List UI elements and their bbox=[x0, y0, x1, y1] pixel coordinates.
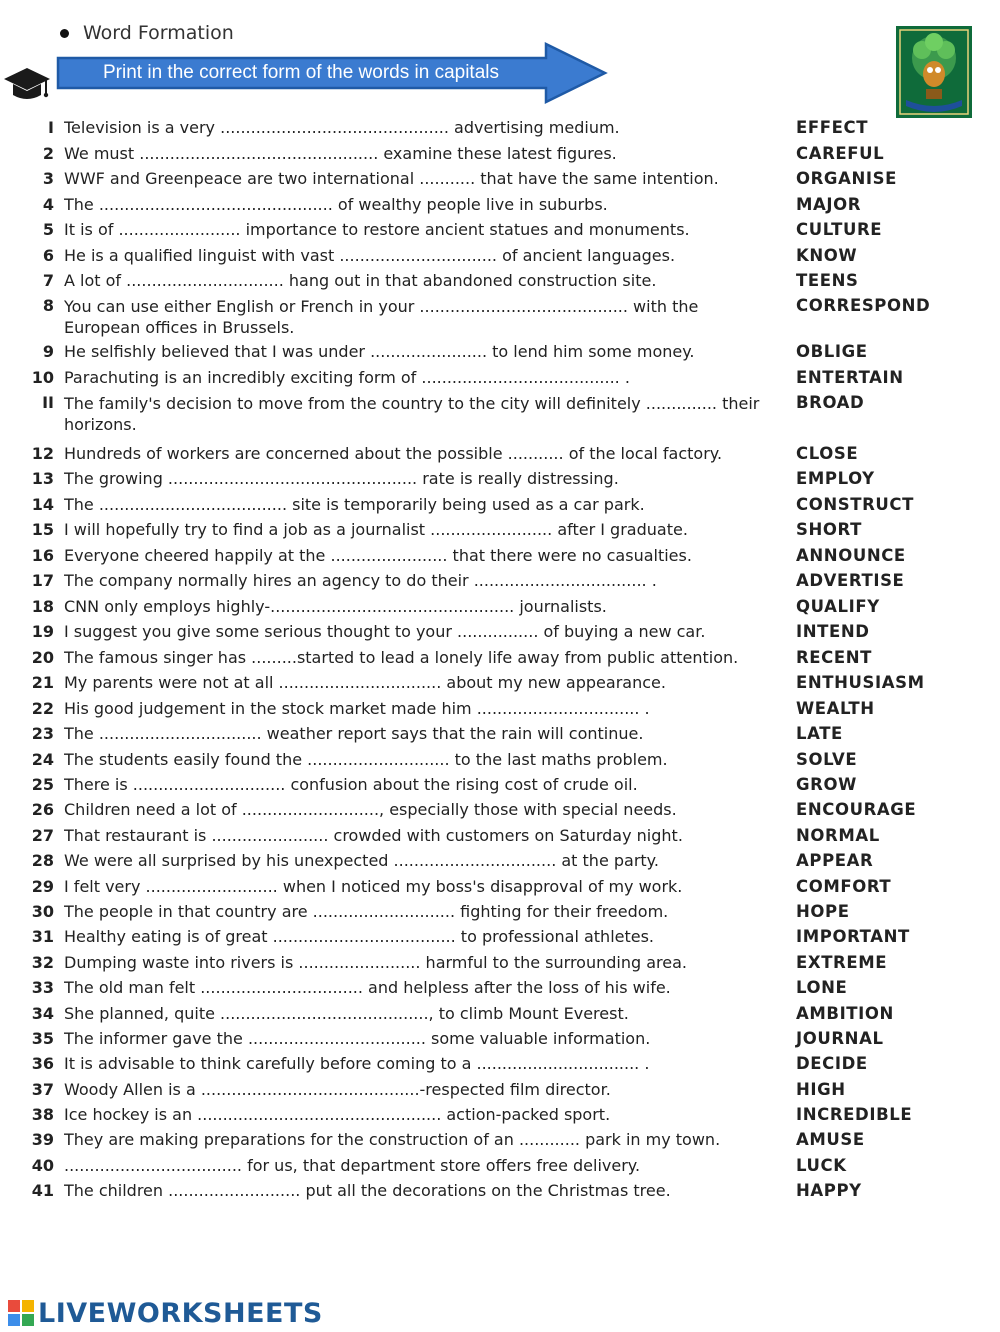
item-sentence: CNN only employs highly-................................................ journalists. bbox=[64, 597, 607, 616]
item-number: 4 bbox=[42, 195, 54, 214]
root-word: ENTHUSIASM bbox=[796, 673, 925, 692]
item-number: 19 bbox=[31, 622, 54, 641]
exercise-row bbox=[0, 620, 1000, 644]
item-number: 7 bbox=[42, 271, 54, 290]
root-word: WEALTH bbox=[796, 699, 875, 718]
liveworksheets-logo-icon bbox=[8, 1300, 34, 1326]
exercise-row bbox=[0, 951, 1000, 975]
item-number: 30 bbox=[31, 902, 54, 921]
item-number: 38 bbox=[31, 1105, 54, 1124]
exercise-row bbox=[0, 1027, 1000, 1051]
item-sentence: Woody Allen is a ...........................................-respected film director. bbox=[64, 1080, 611, 1099]
item-number: 29 bbox=[31, 877, 54, 896]
item-sentence: His good judgement in the stock market made him ................................ . bbox=[64, 699, 650, 718]
item-sentence: He selfishly believed that I was under ....................... to lend him some money. bbox=[64, 342, 695, 361]
exercise-row bbox=[0, 269, 1000, 293]
item-sentence: It is of ........................ importance to restore ancient statues and monuments. bbox=[64, 220, 690, 239]
item-number: 12 bbox=[31, 444, 54, 463]
item-sentence: The old man felt ................................ and helpless after the loss of his wife. bbox=[64, 978, 671, 997]
item-number: 17 bbox=[31, 571, 54, 590]
exercise-row bbox=[0, 671, 1000, 695]
item-sentence: A lot of ............................... hang out in that abandoned construction site. bbox=[64, 271, 657, 290]
exercise-row bbox=[0, 773, 1000, 797]
exercise-row bbox=[0, 569, 1000, 593]
exercise-row bbox=[0, 340, 1000, 364]
item-sentence: They are making preparations for the construction of an ............ park in my town. bbox=[64, 1130, 721, 1149]
exercise-row bbox=[0, 167, 1000, 191]
root-word: NORMAL bbox=[796, 826, 880, 845]
heading-text: Word Formation bbox=[83, 22, 234, 44]
item-number: 13 bbox=[31, 469, 54, 488]
item-number: 22 bbox=[31, 699, 54, 718]
item-number: 3 bbox=[42, 169, 54, 188]
footer-brand: LIVEWORKSHEETS bbox=[38, 1297, 323, 1329]
item-number: 40 bbox=[31, 1156, 54, 1175]
item-sentence: I felt very .......................... when I noticed my boss's disapproval of my work. bbox=[64, 877, 683, 896]
item-number: 33 bbox=[31, 978, 54, 997]
exercise-row bbox=[0, 748, 1000, 772]
item-sentence: The family's decision to move from the country to the city will definitely .............. their horizons. bbox=[64, 394, 760, 434]
root-word: CAREFUL bbox=[796, 144, 885, 163]
root-word: LATE bbox=[796, 724, 843, 743]
footer bbox=[8, 1296, 323, 1330]
item-number: 6 bbox=[42, 246, 54, 265]
item-number: 28 bbox=[31, 851, 54, 870]
root-word: EXTREME bbox=[796, 953, 888, 972]
item-number: 5 bbox=[42, 220, 54, 239]
exercise-row bbox=[0, 366, 1000, 390]
exercise-row bbox=[0, 193, 1000, 217]
root-word: ADVERTISE bbox=[796, 571, 905, 590]
exercise-row bbox=[0, 824, 1000, 848]
item-number: 9 bbox=[42, 342, 54, 361]
item-sentence: The growing ................................................. rate is really distressing. bbox=[64, 469, 619, 488]
item-number: II bbox=[42, 393, 54, 412]
item-number: 39 bbox=[31, 1130, 54, 1149]
item-number: 15 bbox=[31, 520, 54, 539]
item-sentence: My parents were not at all ................................ about my new appearance. bbox=[64, 673, 666, 692]
root-word: ORGANISE bbox=[796, 169, 897, 188]
root-word: SOLVE bbox=[796, 750, 858, 769]
root-word: GROW bbox=[796, 775, 857, 794]
item-sentence: The ..................................... site is temporarily being used as a car park. bbox=[64, 495, 645, 514]
item-sentence: WWF and Greenpeace are two international ........... that have the same intention. bbox=[64, 169, 719, 188]
root-word: CONSTRUCT bbox=[796, 495, 914, 514]
root-word: KNOW bbox=[796, 246, 858, 265]
item-sentence: The ................................ weather report says that the rain will continue. bbox=[64, 724, 644, 743]
item-sentence: The students easily found the ............................ to the last maths problem. bbox=[64, 750, 668, 769]
item-sentence: I suggest you give some serious thought to your ................ of buying a new car. bbox=[64, 622, 706, 641]
item-number: 14 bbox=[31, 495, 54, 514]
item-sentence: We were all surprised by his unexpected ................................ at the party. bbox=[64, 851, 659, 870]
item-sentence: Ice hockey is an ................................................ action-packed sport. bbox=[64, 1105, 611, 1124]
root-word: TEENS bbox=[796, 271, 859, 290]
exercise-row bbox=[0, 391, 1000, 435]
item-number: 8 bbox=[42, 296, 54, 315]
item-sentence: The .............................................. of wealthy people live in suburbs. bbox=[64, 195, 608, 214]
item-number: 18 bbox=[31, 597, 54, 616]
exercise-row bbox=[0, 544, 1000, 568]
root-word: CULTURE bbox=[796, 220, 883, 239]
exercise-row bbox=[0, 1078, 1000, 1102]
root-word: EFFECT bbox=[796, 118, 869, 137]
exercise-row bbox=[0, 798, 1000, 822]
item-sentence: That restaurant is ....................... crowded with customers on Saturday night. bbox=[64, 826, 683, 845]
item-sentence: Parachuting is an incredibly exciting form of ....................................... . bbox=[64, 368, 630, 387]
root-word: INTEND bbox=[796, 622, 870, 641]
root-word: BROAD bbox=[796, 393, 865, 412]
item-sentence: The children .......................... put all the decorations on the Christmas tree. bbox=[64, 1181, 671, 1200]
item-number: 16 bbox=[31, 546, 54, 565]
item-sentence: Everyone cheered happily at the ....................... that there were no casualties. bbox=[64, 546, 692, 565]
exercise-row bbox=[0, 925, 1000, 949]
item-number: 41 bbox=[31, 1181, 54, 1200]
item-number: 32 bbox=[31, 953, 54, 972]
item-number: I bbox=[48, 118, 54, 137]
exercise-row bbox=[0, 595, 1000, 619]
root-word: ENTERTAIN bbox=[796, 368, 904, 387]
item-sentence: Children need a lot of ..........................., especially those with special needs. bbox=[64, 800, 677, 819]
item-number: 2 bbox=[42, 144, 54, 163]
root-word: LONE bbox=[796, 978, 848, 997]
item-sentence: There is .............................. confusion about the rising cost of crude oil. bbox=[64, 775, 638, 794]
exercise-row bbox=[0, 294, 1000, 338]
exercise-row bbox=[0, 493, 1000, 517]
exercise-row bbox=[0, 116, 1000, 140]
item-number: 27 bbox=[31, 826, 54, 845]
exercise-row bbox=[0, 218, 1000, 242]
exercise-row bbox=[0, 900, 1000, 924]
root-word: HAPPY bbox=[796, 1181, 862, 1200]
root-word: SHORT bbox=[796, 520, 862, 539]
exercise-row bbox=[0, 697, 1000, 721]
exercise-row bbox=[0, 1179, 1000, 1203]
item-sentence: We must ............................................... examine these latest figures. bbox=[64, 144, 617, 163]
root-word: LUCK bbox=[796, 1156, 847, 1175]
root-word: INCREDIBLE bbox=[796, 1105, 913, 1124]
exercise-row bbox=[0, 518, 1000, 542]
root-word: CLOSE bbox=[796, 444, 859, 463]
exercise-row bbox=[0, 722, 1000, 746]
exercise-row bbox=[0, 244, 1000, 268]
root-word: ANNOUNCE bbox=[796, 546, 906, 565]
root-word: CORRESPOND bbox=[796, 296, 931, 315]
root-word: IMPORTANT bbox=[796, 927, 910, 946]
exercise-row bbox=[0, 1002, 1000, 1026]
item-sentence: You can use either English or French in your ......................................... with the European offices in Brussels. bbox=[64, 297, 699, 337]
root-word: HOPE bbox=[796, 902, 850, 921]
item-sentence: It is advisable to think carefully before coming to a ................................ . bbox=[64, 1054, 650, 1073]
instruction-text: Print in the correct form of the words in capitals bbox=[103, 62, 499, 83]
exercise-row bbox=[0, 442, 1000, 466]
exercise-row bbox=[0, 467, 1000, 491]
item-number: 24 bbox=[31, 750, 54, 769]
item-number: 21 bbox=[31, 673, 54, 692]
item-number: 36 bbox=[31, 1054, 54, 1073]
root-word: AMUSE bbox=[796, 1130, 865, 1149]
root-word: APPEAR bbox=[796, 851, 874, 870]
item-number: 20 bbox=[31, 648, 54, 667]
exercise-row bbox=[0, 1052, 1000, 1076]
root-word: EMPLOY bbox=[796, 469, 875, 488]
exercise-row bbox=[0, 976, 1000, 1000]
item-sentence: The famous singer has .........started to lead a lonely life away from public attention. bbox=[64, 648, 739, 667]
root-word: ENCOURAGE bbox=[796, 800, 917, 819]
root-word: DECIDE bbox=[796, 1054, 868, 1073]
item-sentence: She planned, quite ........................................., to climb Mount Everest. bbox=[64, 1004, 629, 1023]
exercise-row bbox=[0, 1128, 1000, 1152]
root-word: QUALIFY bbox=[796, 597, 880, 616]
item-sentence: Television is a very ............................................. advertising medium. bbox=[64, 118, 620, 137]
item-sentence: I will hopefully try to find a job as a journalist ........................ after I graduate. bbox=[64, 520, 688, 539]
item-number: 34 bbox=[31, 1004, 54, 1023]
item-number: 31 bbox=[31, 927, 54, 946]
exercise-row bbox=[0, 646, 1000, 670]
exercise-row bbox=[0, 1103, 1000, 1127]
root-word: RECENT bbox=[796, 648, 873, 667]
root-word: AMBITION bbox=[796, 1004, 894, 1023]
item-sentence: The company normally hires an agency to do their .................................. . bbox=[64, 571, 657, 590]
item-sentence: Dumping waste into rivers is ........................ harmful to the surrounding area. bbox=[64, 953, 687, 972]
exercise-row bbox=[0, 142, 1000, 166]
exercise-row bbox=[0, 875, 1000, 899]
item-number: 10 bbox=[31, 368, 54, 387]
root-word: COMFORT bbox=[796, 877, 892, 896]
item-number: 26 bbox=[31, 800, 54, 819]
item-number: 37 bbox=[31, 1080, 54, 1099]
root-word: OBLIGE bbox=[796, 342, 868, 361]
item-number: 35 bbox=[31, 1029, 54, 1048]
exercise-row bbox=[0, 849, 1000, 873]
item-number: 25 bbox=[31, 775, 54, 794]
item-sentence: ................................... for us, that department store offers free delivery. bbox=[64, 1156, 641, 1175]
exercise-row bbox=[0, 1154, 1000, 1178]
item-sentence: He is a qualified linguist with vast ............................... of ancient languages. bbox=[64, 246, 676, 265]
item-sentence: Hundreds of workers are concerned about the possible ........... of the local factory. bbox=[64, 444, 723, 463]
item-number: 23 bbox=[31, 724, 54, 743]
root-word: HIGH bbox=[796, 1080, 846, 1099]
item-sentence: The informer gave the ................................... some valuable information. bbox=[64, 1029, 651, 1048]
item-sentence: The people in that country are ............................ fighting for their freedom. bbox=[64, 902, 669, 921]
root-word: JOURNAL bbox=[796, 1029, 884, 1048]
root-word: MAJOR bbox=[796, 195, 862, 214]
item-sentence: Healthy eating is of great .................................... to professional athletes. bbox=[64, 927, 655, 946]
